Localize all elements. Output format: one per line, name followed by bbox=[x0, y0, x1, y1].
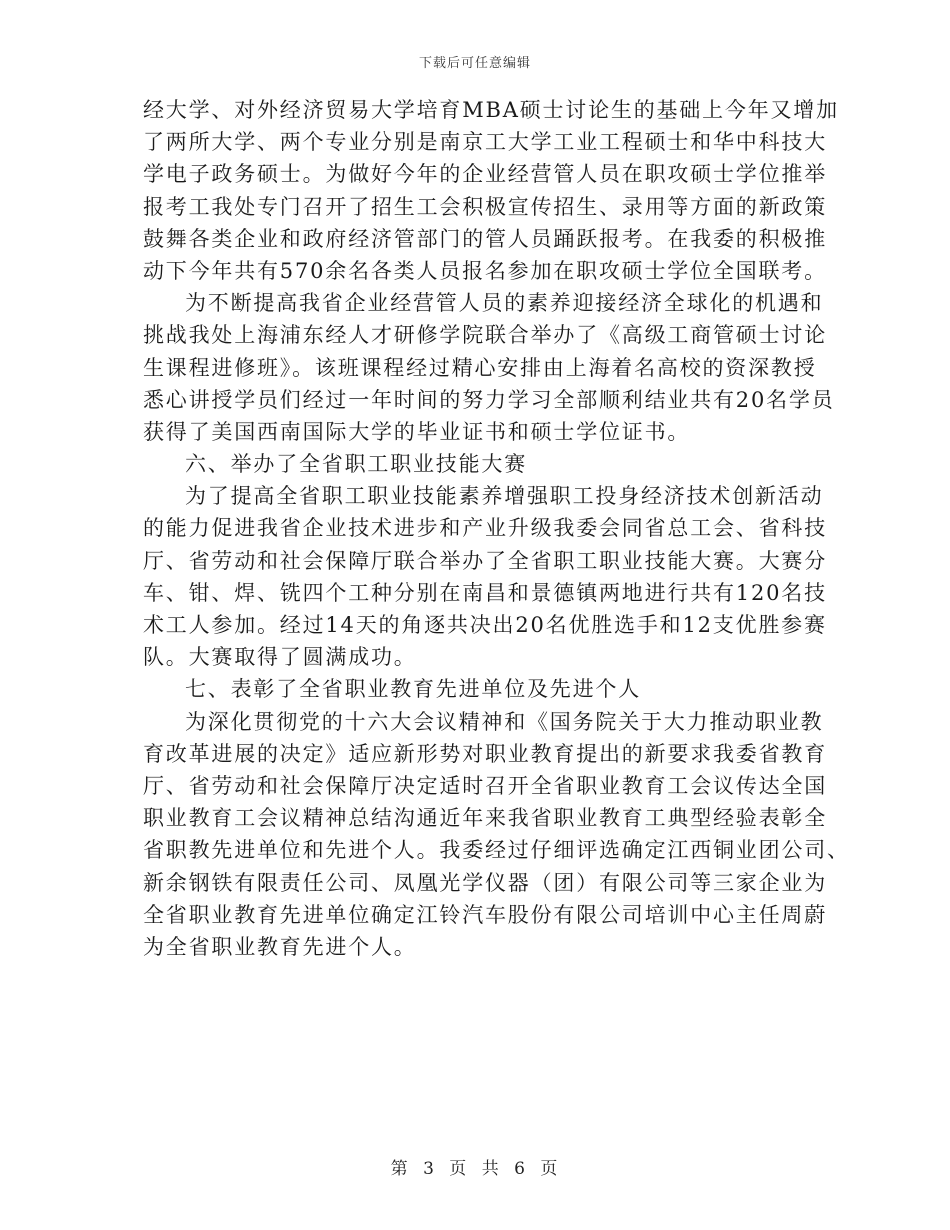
footer-page-label: 页 bbox=[449, 1159, 469, 1179]
text-line-21: 育改革进展的决定》适应新形势对职业教育提出的新要求我委省教育 bbox=[143, 741, 827, 766]
text-line-14: 的能力促进我省企业技术进步和产业升级我委会同省总工会、省科技 bbox=[143, 516, 827, 541]
text-line-16: 车、钳、焊、铣四个工种分别在南昌和景德镇两地进行共有120名技 bbox=[143, 580, 827, 605]
total-page-count: 6 bbox=[514, 1159, 527, 1179]
text-line-25: 新余钢铁有限责任公司、凤凰光学仪器（团）有限公司等三家企业为 bbox=[143, 870, 827, 895]
document-body bbox=[143, 94, 850, 963]
section-heading-7: 七、表彰了全省职业教育先进单位及先进个人 bbox=[185, 677, 641, 702]
text-line-11: 获得了美国西南国际大学的毕业证书和硕士学位证书。 bbox=[143, 419, 691, 444]
text-line-13: 为了提高全省职工职业技能素养增强职工投身经济技术创新活动 bbox=[185, 484, 824, 509]
text-line-23: 职业教育工会议精神总结沟通近年来我省职业教育工典型经验表彰全 bbox=[143, 806, 827, 831]
text-line-18: 队。大赛取得了圆满成功。 bbox=[143, 645, 417, 670]
section-heading-6: 六、举办了全省职工职业技能大赛 bbox=[185, 452, 527, 477]
text-line-8: 挑战我处上海浦东经人才研修学院联合举办了《高级工商管硕士讨论 bbox=[143, 323, 827, 348]
footer-total-prefix: 共 bbox=[481, 1159, 501, 1179]
text-line-7: 为不断提高我省企业经营管人员的素养迎接经济全球化的机遇和 bbox=[185, 291, 824, 316]
page-header: 下载后可任意编辑 bbox=[418, 56, 531, 71]
text-line-6: 动下今年共有570余名各类人员报名参加在职攻硕士学位全国联考。 bbox=[143, 258, 827, 283]
text-line-17: 术工人参加。经过14天的角逐共决出20名优胜选手和12支优胜参赛 bbox=[143, 613, 827, 637]
text-line-4: 报考工我处专门召开了招生工会积极宣传招生、录用等方面的新政策 bbox=[143, 194, 827, 219]
text-line-5: 鼓舞各类企业和政府经济管部门的管人员踊跃报考。在我委的积极推 bbox=[143, 226, 827, 251]
text-line-9: 生课程进修班》。该班课程经过精心安排由上海着名高校的资深教授 bbox=[143, 355, 817, 380]
text-line-15: 厅、省劳动和社会保障厅联合举办了全省职工职业技能大赛。大赛分 bbox=[143, 548, 827, 573]
text-line-1: 经大学、对外经济贸易大学培育MBA硕士讨论生的基础上今年又增加 bbox=[143, 98, 839, 122]
footer-prefix: 第 bbox=[390, 1159, 410, 1179]
text-line-24: 省职教先进单位和先进个人。我委经过仔细评选确定江西铜业团公司、 bbox=[143, 838, 850, 863]
text-line-27: 为全省职业教育先进个人。 bbox=[143, 934, 417, 959]
footer-total-suffix: 页 bbox=[540, 1159, 560, 1179]
current-page-number: 3 bbox=[423, 1159, 436, 1179]
text-line-20: 为深化贯彻党的十六大会议精神和《国务院关于大力推动职业教 bbox=[185, 709, 824, 734]
page-footer bbox=[0, 1154, 950, 1179]
text-line-3: 学电子政务硕士。为做好今年的企业经营管人员在职攻硕士学位推举 bbox=[143, 162, 827, 187]
text-line-10: 悉心讲授学员们经过一年时间的努力学习全部顺利结业共有20名学员 bbox=[143, 387, 835, 412]
text-line-26: 全省职业教育先进单位确定江铃汽车股份有限公司培训中心主任周蔚 bbox=[143, 902, 827, 927]
text-line-22: 厅、省劳动和社会保障厅决定适时召开全省职业教育工会议传达全国 bbox=[143, 773, 827, 798]
text-line-2: 了两所大学、两个专业分别是南京工大学工业工程硕士和华中科技大 bbox=[143, 130, 827, 155]
